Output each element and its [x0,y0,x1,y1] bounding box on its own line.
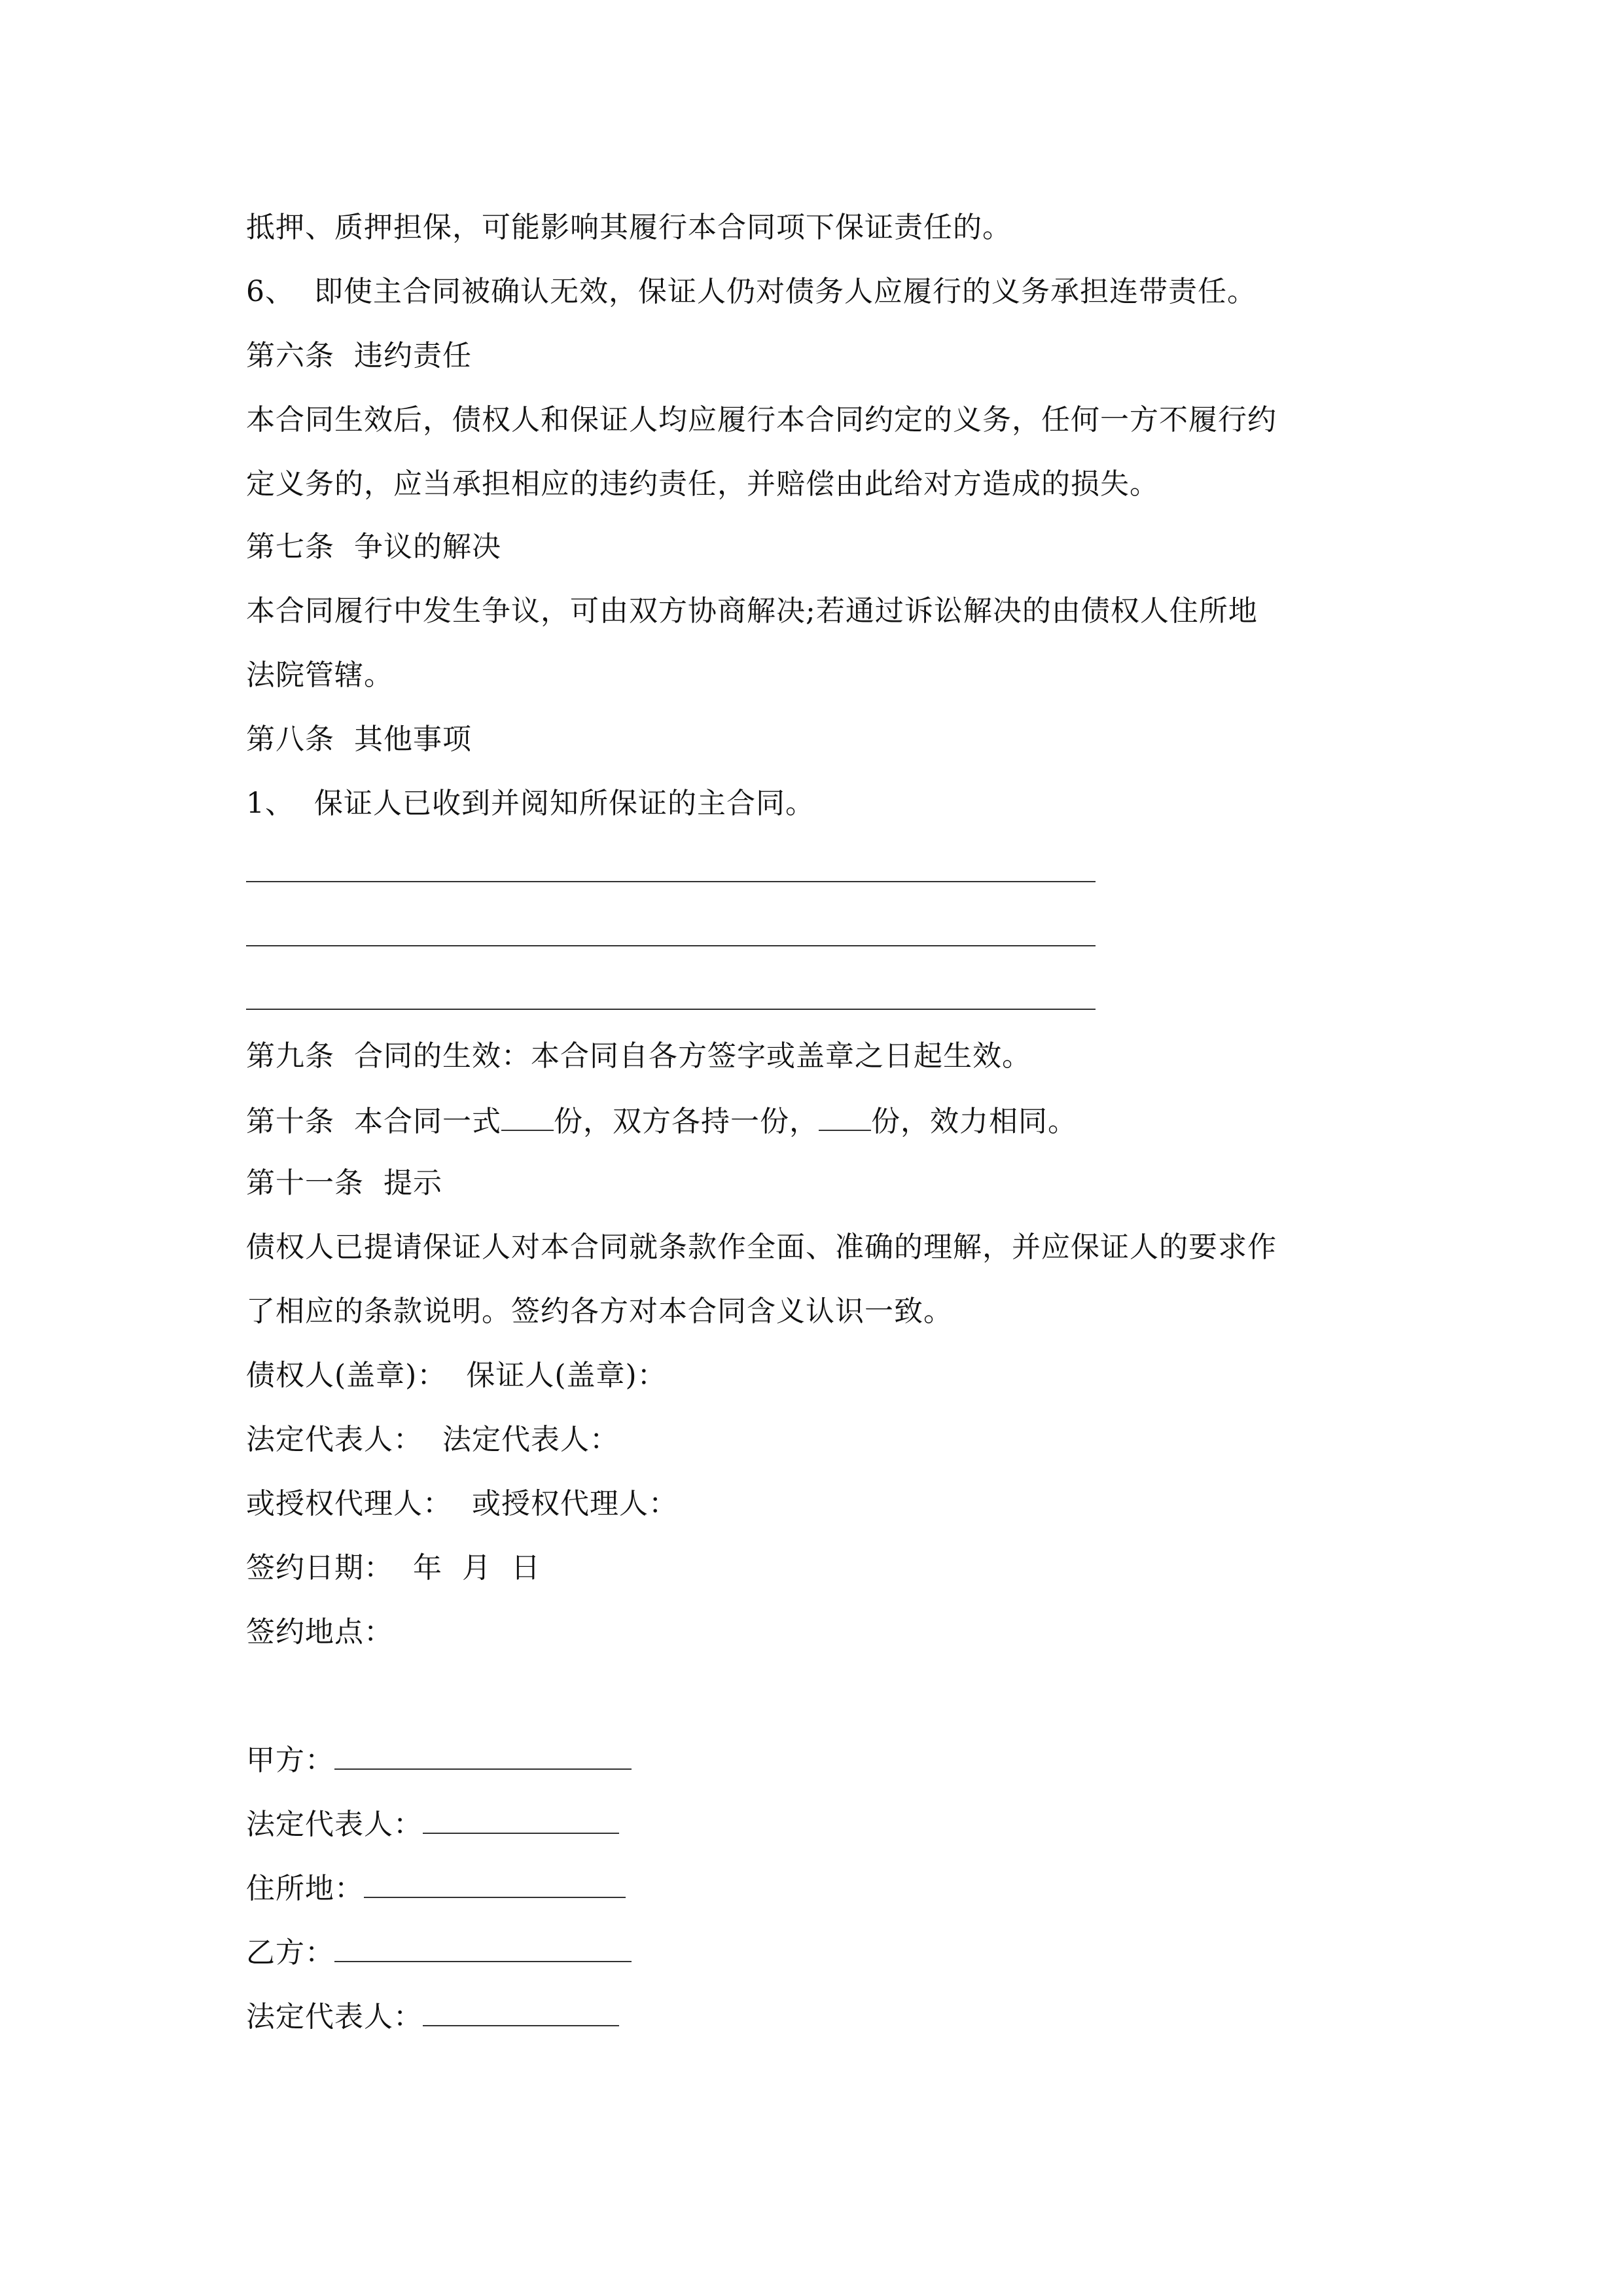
article-number: 第七条 [246,530,334,564]
article-line [246,1037,1031,1076]
year-label: 年 [413,1551,442,1585]
article-text: 合同的生效：本合同自各方签字或盖章之日起生效。 [354,1039,1031,1073]
signature-line [246,1420,619,1460]
item-number: 1、 [246,787,294,820]
article-number: 第九条 [246,1039,334,1073]
signing-date-line [246,1549,541,1588]
item-text: 保证人已收到并阅知所保证的主合同。 [314,787,815,820]
article-line [246,1101,1077,1141]
item-number: 6、 [246,275,294,308]
paragraph-line [246,1228,1277,1267]
text: 了相应的条款说明。签约各方对本合同含义认识一致。 [246,1295,953,1328]
article-number: 第八条 [246,723,334,756]
copies-blank [819,1101,871,1131]
article-title: 提示 [383,1166,442,1200]
list-item [246,784,815,823]
article-text: 份，效力相同。 [871,1105,1077,1138]
text: 本合同履行中发生争议，可由双方协商解决;若通过诉讼解决的由债权人住所地 [246,594,1258,628]
blank-line [246,881,1096,882]
article-number: 第十一条 [246,1166,364,1200]
creditor-seal-label: 债权人(盖章)： [246,1359,447,1392]
article-text: 份，双方各持一份， [554,1105,819,1138]
article-title: 其他事项 [354,723,472,756]
signing-place-label: 签约地点： [246,1615,393,1649]
party-a-line [246,1740,632,1780]
agent-label: 或授权代理人： [472,1487,678,1520]
guarantor-seal-label: 保证人(盖章)： [466,1359,667,1392]
copies-blank [501,1101,554,1131]
text: 本合同生效后，债权人和保证人均应履行本合同约定的义务，任何一方不履行约 [246,403,1277,437]
legal-rep-blank [423,1996,619,2026]
address-label: 住所地： [246,1872,364,1905]
address-blank [364,1868,626,1898]
legal-rep-label: 法定代表人： [246,2000,423,2034]
paragraph-line [246,1292,953,1331]
text: 定义务的，应当承担相应的违约责任，并赔偿由此给对方造成的损失。 [246,467,1159,501]
month-label: 月 [462,1551,491,1585]
legal-rep-blank [423,1804,619,1834]
paragraph-line [246,208,1012,247]
text: 债权人已提请保证人对本合同就条款作全面、准确的理解，并应保证人的要求作 [246,1230,1277,1264]
article-text: 本合同一式 [354,1105,501,1138]
article-number: 第十条 [246,1105,334,1138]
agent-label: 或授权代理人： [246,1487,452,1520]
signing-date-label: 签约日期： [246,1551,393,1585]
party-a-rep-line [246,1804,619,1844]
list-item [246,272,1257,312]
article-heading [246,336,472,376]
signature-line [246,1356,667,1395]
article-heading [246,720,472,759]
party-b-rep-line [246,1996,619,2037]
paragraph-line [246,656,393,695]
text: 法院管辖。 [246,658,393,692]
article-title: 争议的解决 [354,530,501,564]
signing-place-line [246,1613,393,1652]
party-b-line [246,1932,632,1973]
legal-rep-label: 法定代表人： [442,1423,619,1456]
item-text: 即使主合同被确认无效，保证人仍对债务人应履行的义务承担连带责任。 [314,275,1257,308]
article-heading [246,528,501,567]
legal-rep-label: 法定代表人： [246,1423,423,1456]
party-a-label: 甲方： [246,1744,334,1777]
party-b-label: 乙方： [246,1936,334,1969]
address-line [246,1868,626,1909]
paragraph-line [246,401,1277,440]
party-b-blank [334,1932,632,1962]
signature-line [246,1484,678,1524]
paragraph-line [246,592,1258,631]
article-heading [246,1164,442,1203]
article-title: 违约责任 [354,339,472,372]
party-a-blank [334,1740,632,1770]
text: 抵押、质押担保，可能影响其履行本合同项下保证责任的。 [246,211,1012,244]
blank-line [246,1009,1096,1010]
blank-line [246,945,1096,946]
article-number: 第六条 [246,339,334,372]
paragraph-line [246,465,1159,504]
legal-rep-label: 法定代表人： [246,1808,423,1841]
day-label: 日 [511,1551,541,1585]
